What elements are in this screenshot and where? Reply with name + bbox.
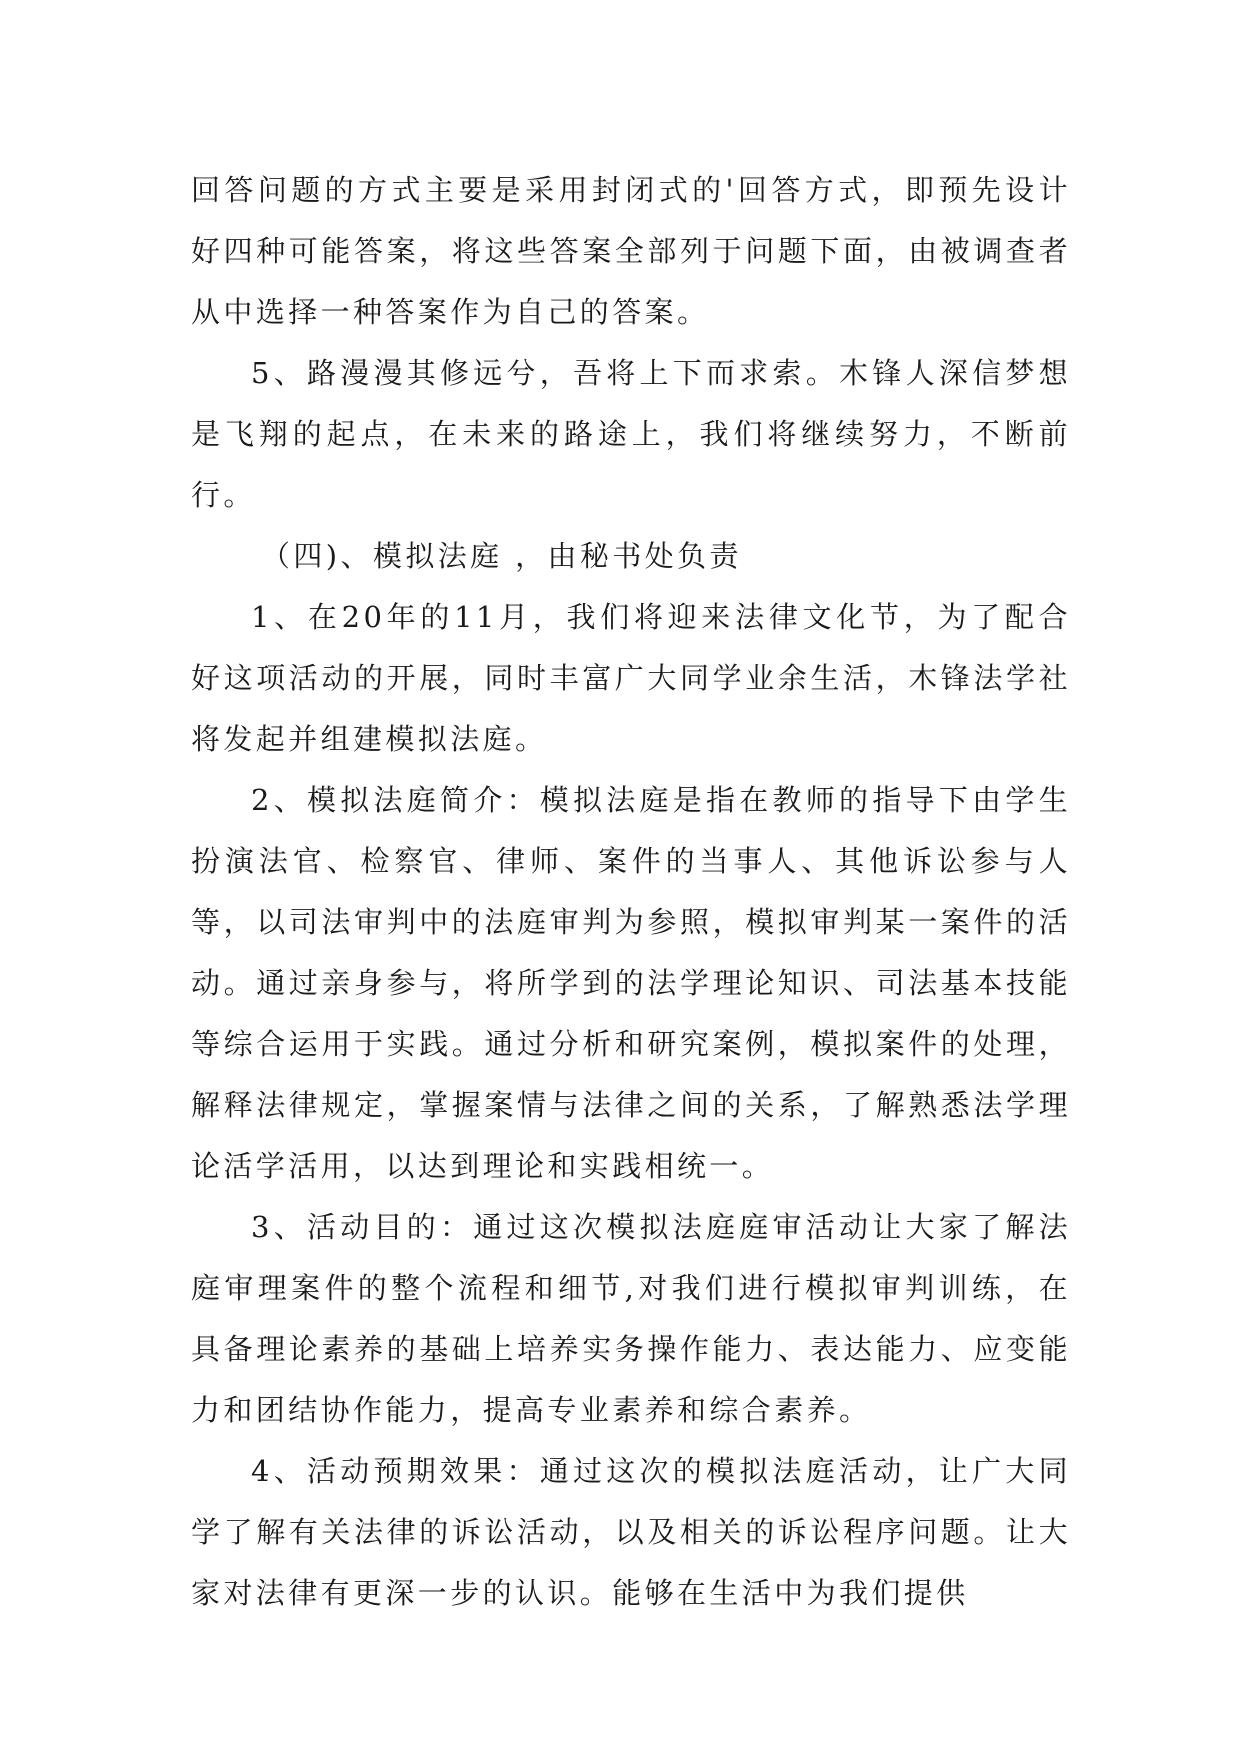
paragraph-item-2: 2、模拟法庭简介：模拟法庭是指在教师的指导下由学生扮演法官、检察官、律师、案件的当事人、其他诉讼参与人等，以司法审判中的法庭审判为参照，模拟审判某一案件的活动。通过亲身参与，将所学到的法学理论知识、司法基本技能等综合运用于实践。通过分析和研究案例，模拟案件的处理，解释法律规定，掌握案情与法律之间的关系，了解熟悉法学理论活学活用，以达到理论和实践相统一。 (191, 783, 1071, 1183)
section-heading-mock-court: （四)、模拟法庭 ，由秘书处负责 (261, 539, 742, 573)
paragraph-item-5: 5、路漫漫其修远兮，吾将上下而求索。木锋人深信梦想是飞翔的起点，在未来的路途上，我们将继续努力，不断前行。 (191, 356, 1071, 512)
paragraph-answer-method: 回答问题的方式主要是采用封闭式的'回答方式，即预先设计好四种可能答案，将这些答案全部列于问题下面，由被调查者从中选择一种答案作为自己的答案。 (191, 173, 1071, 329)
paragraph-item-3: 3、活动目的：通过这次模拟法庭庭审活动让大家了解法庭审理案件的整个流程和细节,对我们进行模拟审判训练，在具备理论素养的基础上培养实务操作能力、表达能力、应变能力和团结协作能力，提高专业素养和综合素养。 (191, 1210, 1071, 1427)
document-body (191, 160, 1071, 1624)
paragraph-item-1: 1、在20年的11月，我们将迎来法律文化节，为了配合好这项活动的开展，同时丰富广大同学业余生活，木锋法学社将发起并组建模拟法庭。 (191, 600, 1071, 756)
paragraph-item-4: 4、活动预期效果：通过这次的模拟法庭活动，让广大同学了解有关法律的诉讼活动，以及相关的诉讼程序问题。让大家对法律有更深一步的认识。能够在生活中为我们提供 (191, 1454, 1071, 1610)
